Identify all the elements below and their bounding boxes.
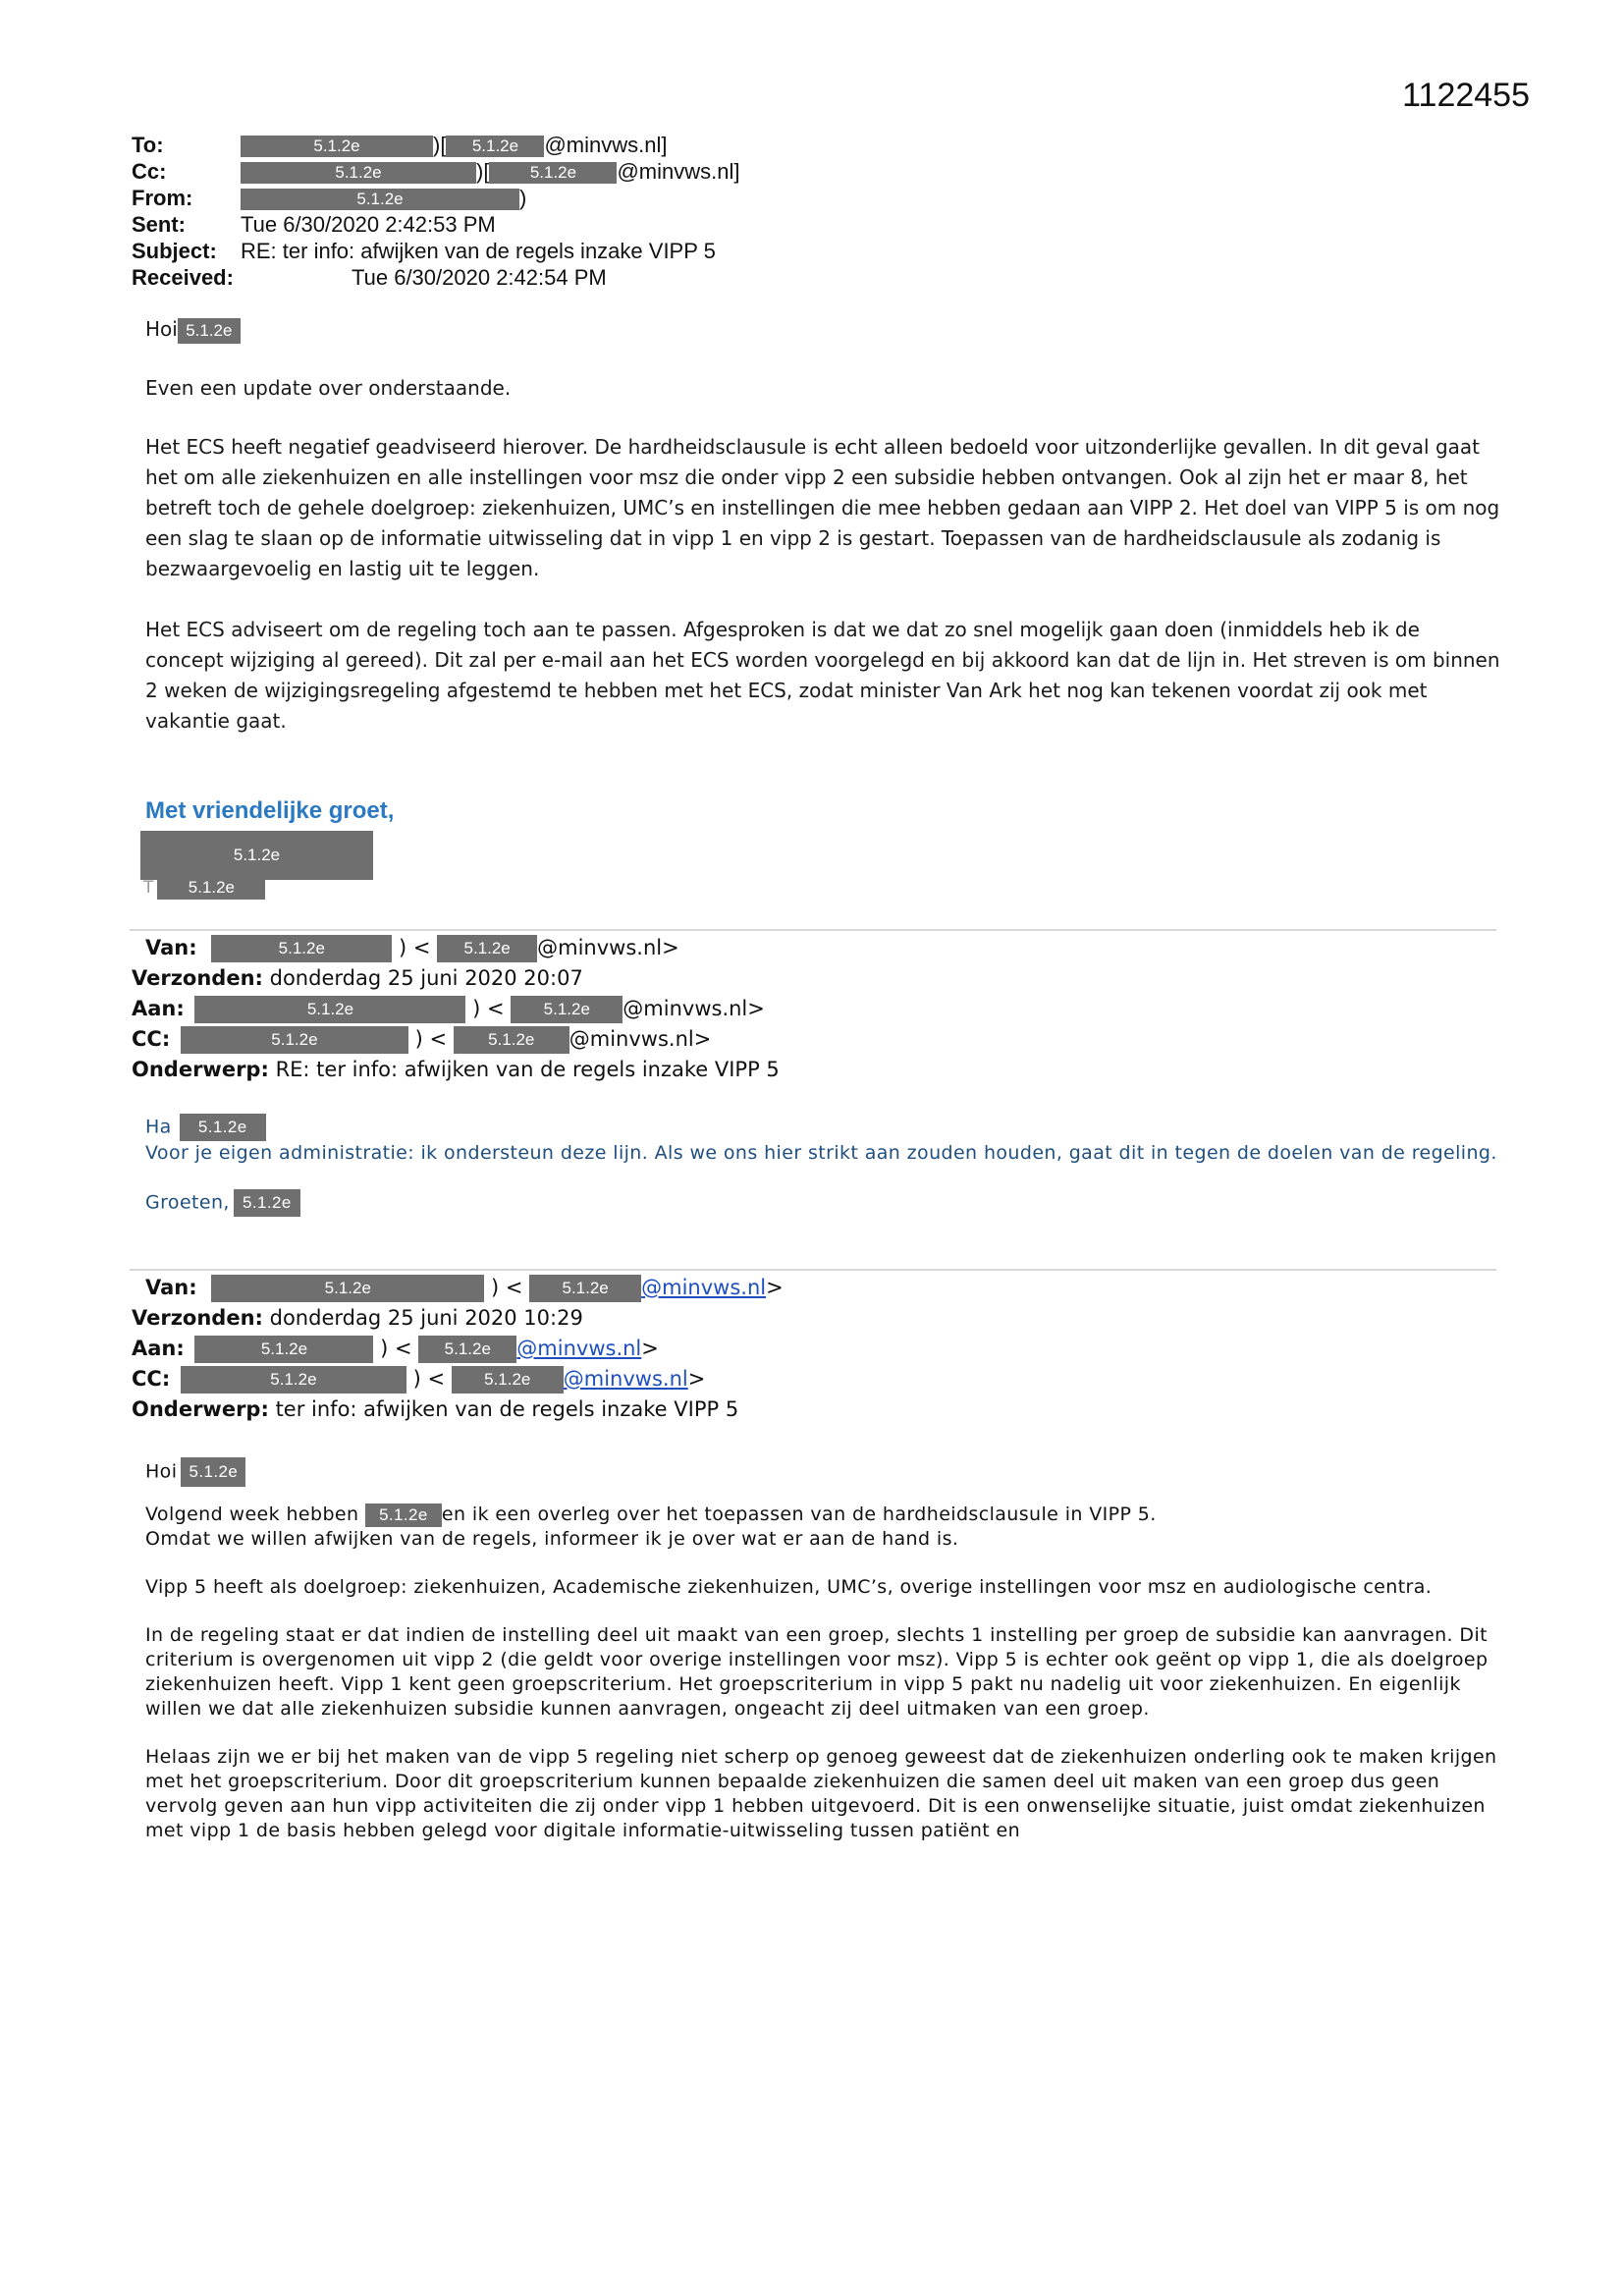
separator — [130, 1269, 1496, 1271]
to-label: To: — [132, 133, 164, 157]
redaction: 5.1.2e — [365, 1503, 442, 1527]
redaction: 5.1.2e — [181, 1366, 406, 1394]
redaction: 5.1.2e — [194, 1336, 373, 1363]
mail2-cc-row: CC: 5.1.2e ) < 5.1.2e @minvws.nl> — [132, 1024, 711, 1055]
mail3-onderwerp-row: Onderwerp: ter info: afwijken van de regels inzake VIPP 5 — [132, 1397, 739, 1421]
mail2-verzonden-row: Verzonden: donderdag 25 juni 2020 20:07 — [132, 966, 583, 990]
document-number: 1122455 — [1402, 77, 1530, 114]
redaction: 5.1.2e — [241, 136, 433, 157]
mail2-paragraph: Voor je eigen administratie: ik ondersteun deze lijn. Als we ons hier strikt aan zouden houden, gaat dit in tegen de doelen van de regeling. — [145, 1142, 1497, 1164]
signature-closing: Met vriendelijke groet, — [145, 797, 395, 824]
mail1-greeting: Hoi 5.1.2e — [145, 314, 1500, 345]
subject-label: Subject: — [132, 239, 217, 263]
mail3-paragraph: Helaas zijn we er bij het maken van de vipp 5 regeling niet scherp op genoeg geweest dat de ziekenhuizen onderling ook te maken krijgen met het groepscriterium. Door dit groepscriterium kunnen bepaalde ziekenhuizen die samen deel uit maken van een groep dus geen vervolg geven aan hun vipp activiteiten die zij onder vipp 1 hebben uitgevoerd. Dit is een onwenselijke situatie, juist omdat ziekenhuizen met vipp 1 de basis hebben gelegd voor digitale informatie-uitwisseling tussen patiënt en — [145, 1746, 1497, 1841]
redaction: 5.1.2e — [211, 935, 392, 962]
redaction: 5.1.2e — [489, 162, 617, 184]
redaction: 5.1.2e — [454, 1026, 569, 1054]
redaction: 5.1.2e — [446, 136, 544, 157]
mail3-body — [145, 1457, 1500, 1843]
cc-label: Cc: — [132, 159, 167, 184]
email-link[interactable]: @minvws.nl — [563, 1367, 688, 1391]
sent-label: Sent: — [132, 212, 186, 237]
subject-value: RE: ter info: afwijken van de regels inzake VIPP 5 — [241, 239, 716, 263]
signature-name — [140, 831, 373, 880]
mail2-aan-row: Aan: 5.1.2e ) < 5.1.2e @minvws.nl> — [132, 994, 765, 1024]
mail1-paragraph: Het ECS heeft negatief geadviseerd hierover. De hardheidsclausule is echt alleen bedoeld voor uitzonderlijke gevallen. In dit geval gaat het om alle ziekenhuizen en alle instellingen voor msz die onder vipp 2 een subsidie hebben ontvangen. Ook al zijn het er maar 8, het betreft toch de gehele doelgroep: ziekenhuizen, UMC’s en instellingen die mee hebben gedaan aan VIPP 2. Het doel van VIPP 5 is om nog een slag te slaan op de informatie uitwisseling dat in vipp 1 en vipp 2 is gestart. Toepassen van de hardheidsclausule als zodanig is bezwaargevoelig en lastig uit te leggen. — [145, 435, 1500, 580]
mail1-body — [145, 314, 1500, 737]
mail2-van-row: Van: 5.1.2e ) < 5.1.2e @minvws.nl> — [145, 933, 679, 963]
received-value: Tue 6/30/2020 2:42:54 PM — [352, 265, 607, 290]
email-link[interactable]: @minvws.nl — [516, 1337, 642, 1360]
redaction: 5.1.2e — [241, 189, 519, 210]
header-sent-row — [132, 211, 186, 238]
cc-value: 5.1.2e )[ 5.1.2e @minvws.nl] — [241, 158, 739, 185]
redaction: 5.1.2e — [178, 318, 241, 344]
mail3-paragraph: Vipp 5 heeft als doelgroep: ziekenhuizen, Academische ziekenhuizen, UMC’s, overige instellingen voor msz en audiologische centra. — [145, 1576, 1433, 1598]
redaction: 5.1.2e — [437, 935, 537, 962]
redaction: 5.1.2e — [452, 1366, 564, 1394]
from-value: 5.1.2e ) — [241, 185, 526, 211]
mail1-paragraph: Het ECS adviseert om de regeling toch aan te passen. Afgesproken is dat we dat zo snel mogelijk gaan doen (inmiddels heb ik de concept wijziging al gereed). Dit zal per e-mail aan het ECS worden voorgelegd en bij akkoord kan dat de lijn in. Het streven is om binnen 2 weken de wijzigingsregeling afgestemd te hebben met het ECS, zodat minister Van Ark het nog kan tekenen voordat zij ook met vakantie gaat. — [145, 618, 1500, 733]
email-link[interactable]: @minvws.nl — [641, 1276, 767, 1299]
redaction: 5.1.2e — [180, 1114, 266, 1141]
header-cc-row — [132, 158, 166, 185]
redaction: 5.1.2e — [181, 1026, 408, 1054]
mail3-verzonden-row: Verzonden: donderdag 25 juni 2020 10:29 — [132, 1306, 583, 1330]
mail3-aan-row: Aan: 5.1.2e ) < 5.1.2e @minvws.nl> — [132, 1334, 659, 1364]
mail1-paragraph: Even een update over onderstaande. — [145, 376, 512, 400]
redaction: 5.1.2e — [529, 1275, 641, 1302]
redaction: 5.1.2e — [211, 1275, 484, 1302]
redaction: 5.1.2e — [194, 996, 465, 1023]
header-subject-row — [132, 238, 217, 264]
redaction: 5.1.2e — [234, 1189, 300, 1217]
redaction: 5.1.2e — [157, 876, 265, 900]
redaction: 5.1.2e — [511, 996, 623, 1023]
mail2-onderwerp-row: Onderwerp: RE: ter info: afwijken van de regels inzake VIPP 5 — [132, 1058, 780, 1081]
mail2-closing: Groeten, 5.1.2e — [145, 1189, 1500, 1217]
header-from-row — [132, 185, 192, 211]
mail2-greeting: Ha 5.1.2e — [145, 1114, 1500, 1141]
redaction: 5.1.2e — [418, 1336, 516, 1363]
redaction: 5.1.2e — [140, 831, 373, 880]
header-received-row — [132, 264, 234, 291]
header-to-row — [132, 132, 164, 158]
mail3-van-row: Van: 5.1.2e ) < 5.1.2e @minvws.nl> — [145, 1273, 784, 1303]
to-value: 5.1.2e )[ 5.1.2e @minvws.nl] — [241, 132, 667, 158]
mail3-greeting: Hoi 5.1.2e — [145, 1457, 1500, 1487]
signature-phone: T 5.1.2e — [143, 876, 265, 900]
sent-value: Tue 6/30/2020 2:42:53 PM — [241, 212, 496, 237]
redaction: 5.1.2e — [241, 162, 476, 184]
separator — [130, 929, 1496, 931]
mail3-paragraph: In de regeling staat er dat indien de instelling deel uit maakt van een groep, slechts 1 instelling per groep de subsidie kan aanvragen. Dit criterium is overgenomen uit vipp 2 (die geldt voor overige instellingen voor msz). Vipp 5 is echter ook geënt op vipp 1, die als doelgroep ziekenhuizen heeft. Vipp 1 kent geen groepscriterium. Het groepscriterium in vipp 5 pakt nu nadelig uit voor ziekenhuizen. En eigenlijk willen we dat alle ziekenhuizen subsidie kunnen aanvragen, ongeacht zij deel uitmaken van een groep. — [145, 1624, 1489, 1720]
redaction: 5.1.2e — [181, 1457, 245, 1487]
from-label: From: — [132, 186, 193, 210]
mail3-cc-row: CC: 5.1.2e ) < 5.1.2e @minvws.nl> — [132, 1364, 705, 1394]
mail2-body — [145, 1114, 1500, 1217]
received-label: Received: — [132, 265, 234, 290]
mail3-paragraph: Volgend week hebben 5.1.2e en ik een overleg over het toepassen van de hardheidsclausule in VIPP 5. Omdat we willen afwijken van de regels, informeer ik je over wat er aan de hand is. — [145, 1503, 1157, 1550]
